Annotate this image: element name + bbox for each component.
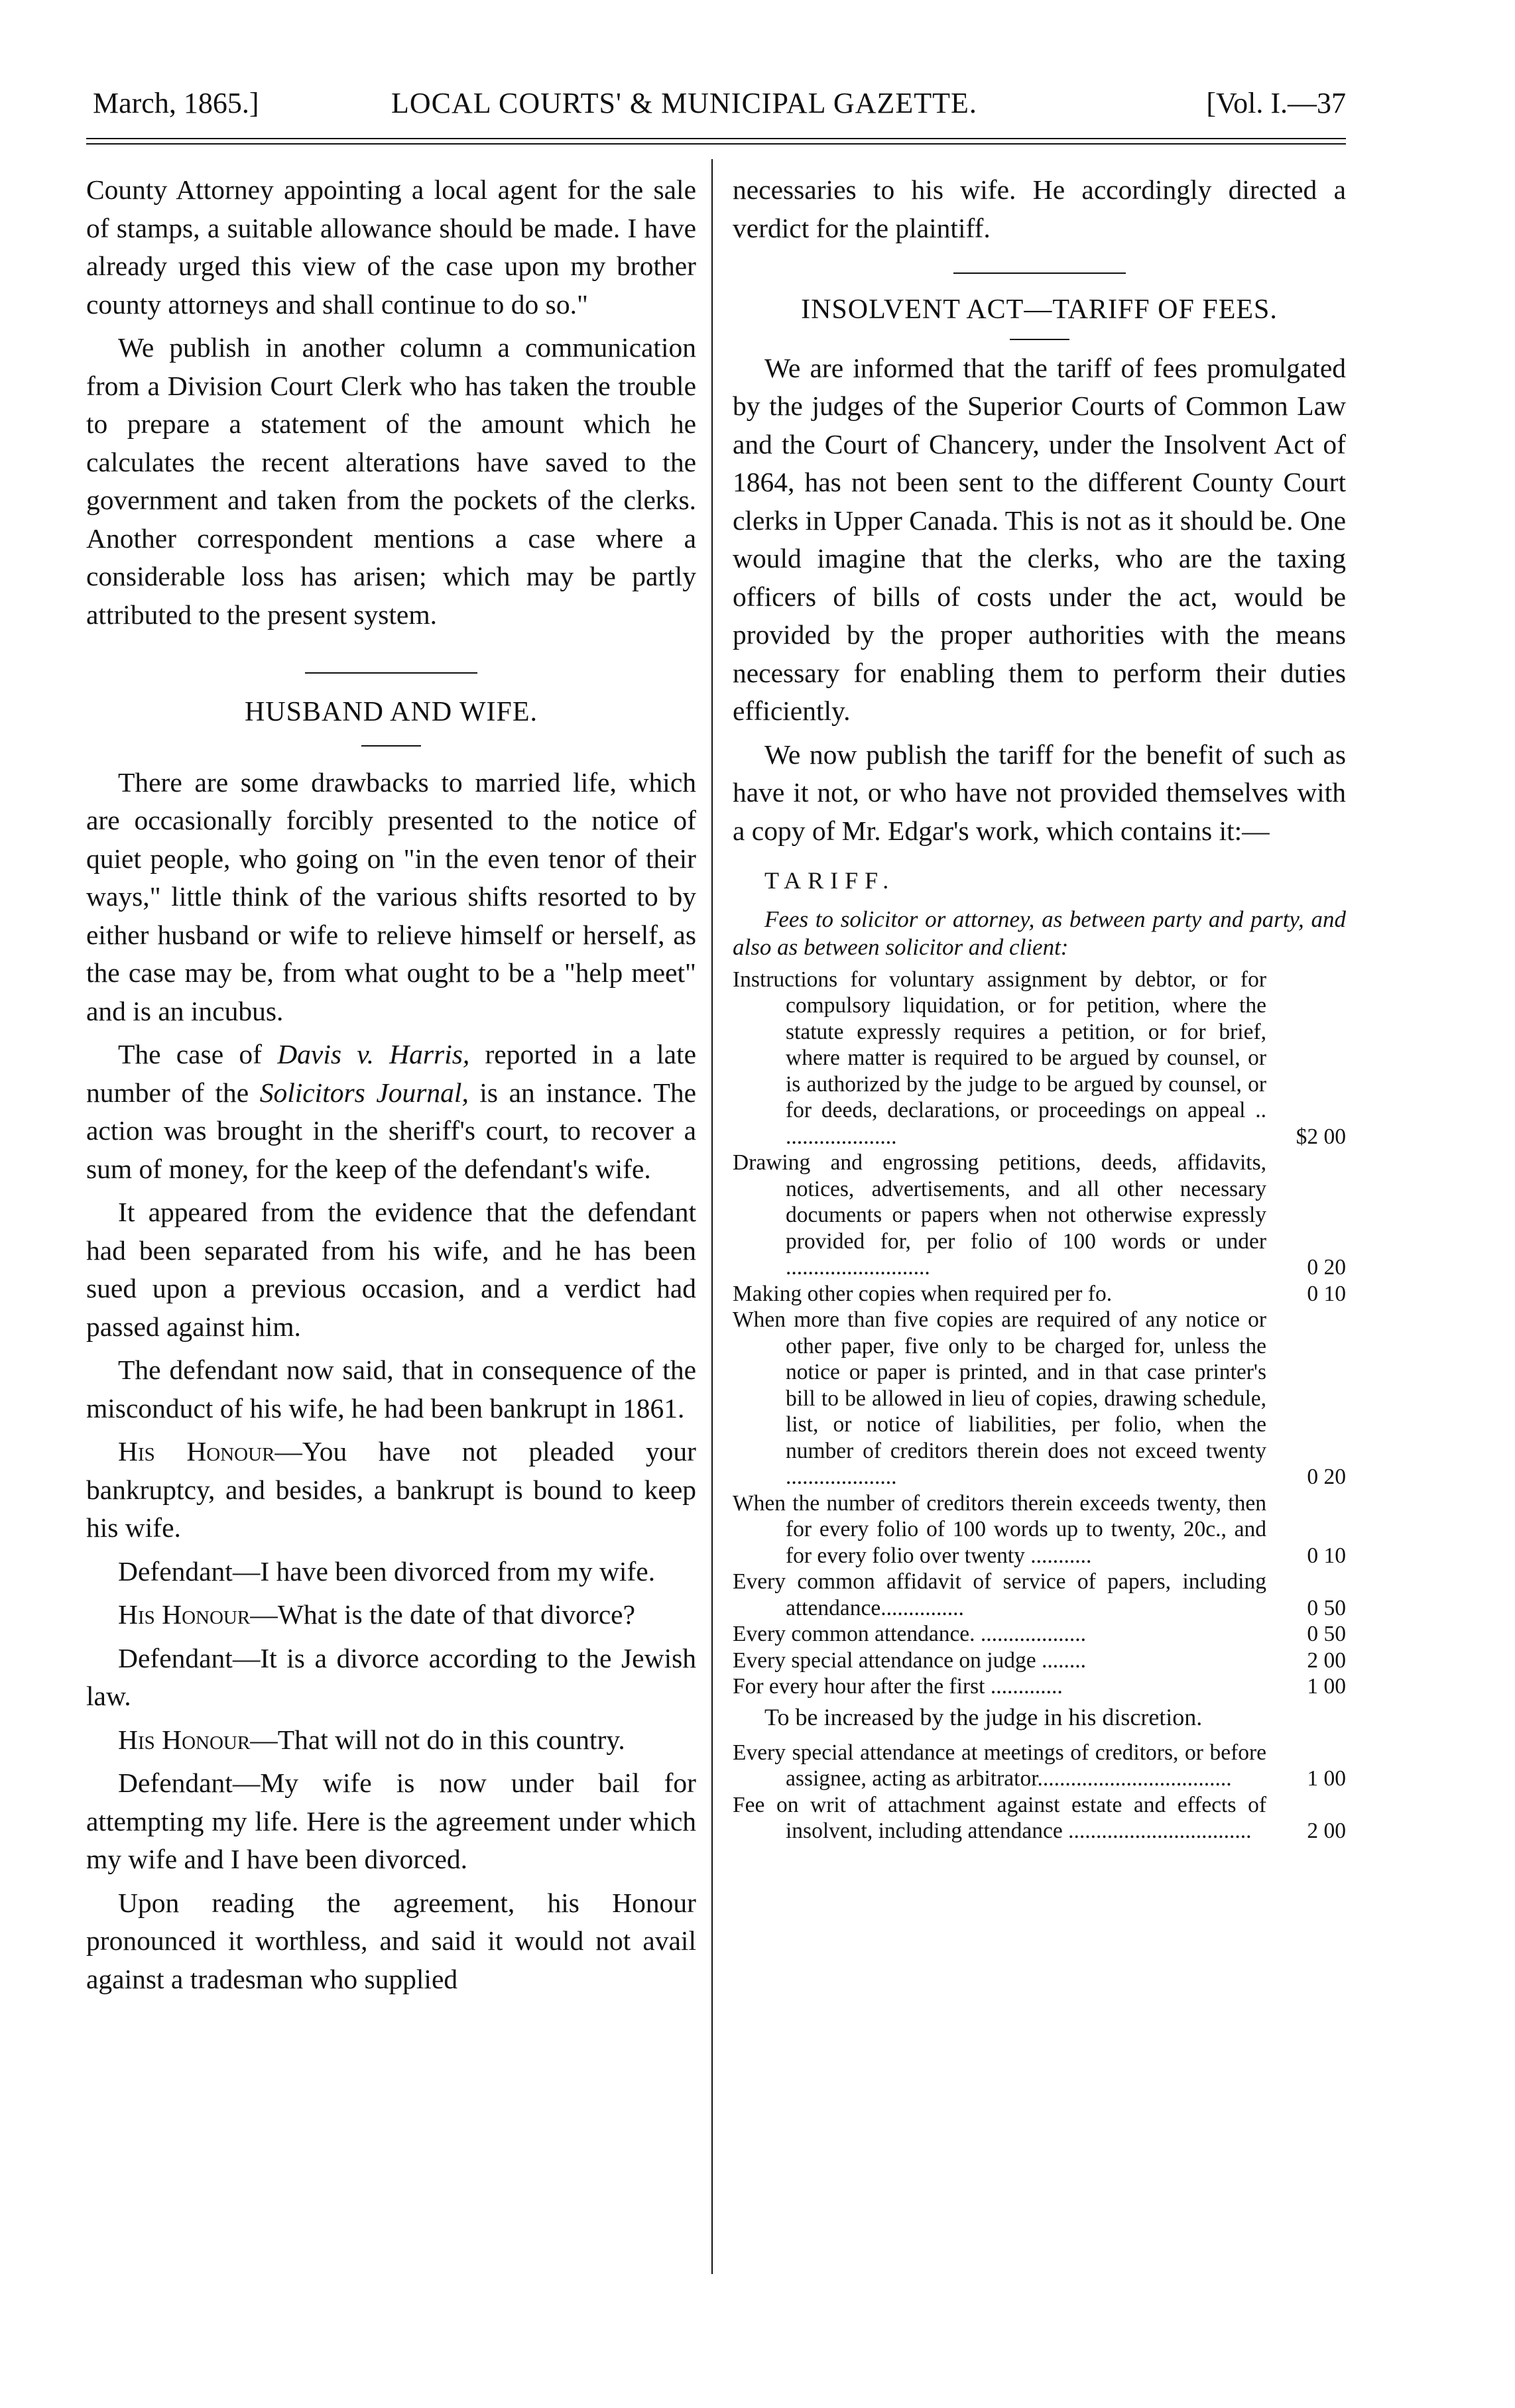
speaker: His Honour bbox=[118, 1599, 251, 1630]
journal-name: Solicitors Journal, bbox=[259, 1077, 469, 1108]
tariff-item: When the number of creditors therein exceeds twenty, then for every folio of 100 words up to twenty, 20c., and for every folio over twenty ........... bbox=[733, 1490, 1266, 1568]
tariff-fee: 0 10 bbox=[1307, 1281, 1346, 1306]
tariff-row bbox=[733, 1150, 1346, 1281]
issue-date: March, 1865.] bbox=[93, 87, 259, 119]
tariff-item: When more than five copies are required of any notice or other paper, five only to be charged for, unless the notice or paper is printed, and in that case printer's bill to be allowed in lieu of copies, drawing schedule, list, or notice of liabilities, per folio, when the number of creditors therein does not exceed twenty .................... bbox=[733, 1307, 1266, 1489]
discretion-note: To be increased by the judge in his discretion. bbox=[764, 1703, 1203, 1730]
tariff-item: Every special attendance on judge ........ bbox=[733, 1648, 1087, 1673]
paragraph: Defendant—It is a divorce according to the Jewish law. bbox=[86, 1642, 696, 1711]
paragraph: There are some drawbacks to married life, which are occasionally forcibly presented to the notice of quiet people, who going on "in the even tenor of their ways," little think of the various shifts resorted to by either husband or wife to relieve himself or herself, as the case may be, from what ought to be a "help meet" and is an incubus. bbox=[86, 766, 696, 1026]
tariff-row bbox=[733, 1307, 1346, 1490]
tariff-item: For every hour after the first ............. bbox=[733, 1674, 1063, 1699]
paragraph: We are informed that the tariff of fees promulgated by the judges of the Superior Courts of Common Law and the Court of Chancery, under the Insolvent Act of 1864, has not been sent to the different County Court clerks in Upper Canada. This is not as it should be. One would imagine that the clerks, who are the taxing officers of bills of costs under the act, would be provided by the proper authorities with the means necessary for enabling them to perform their duties efficiently. bbox=[733, 352, 1346, 726]
column-divider bbox=[711, 159, 713, 2274]
paragraph: It appeared from the evidence that the defendant had been separated from his wife, and he has been sued upon a previous occasion, and a verdict had passed against him. bbox=[86, 1197, 696, 1342]
tariff-intro: Fees to solicitor or attorney, as between party and party, and also as between solicitor and client: bbox=[733, 906, 1346, 960]
right-column bbox=[733, 171, 1346, 1844]
tariff-row bbox=[733, 1648, 1346, 1674]
text: The case of bbox=[118, 1039, 262, 1069]
tariff-item: Every common affidavit of service of papers, including attendance............... bbox=[733, 1569, 1266, 1620]
paragraph: necessaries to his wife. He accordingly directed a verdict for the plaintiff. bbox=[733, 174, 1346, 243]
left-column bbox=[86, 171, 696, 2004]
tariff-row bbox=[733, 1569, 1346, 1621]
paragraph bbox=[86, 1721, 696, 1760]
tariff-row bbox=[733, 967, 1346, 1150]
header-rule-double bbox=[86, 143, 1346, 145]
paragraph: We now publish the tariff for the benefit of such as have it not, or who have not provided themselves with a copy of Mr. Edgar's work, which contains it:— bbox=[733, 739, 1346, 846]
tariff-fee: 2 00 bbox=[1307, 1819, 1346, 1843]
tariff-item: Fee on writ of attachment against estate and effects of insolvent, including attendance ................................. bbox=[733, 1792, 1266, 1843]
tariff-fee: 0 50 bbox=[1307, 1595, 1346, 1620]
speaker: His Honour bbox=[118, 1436, 275, 1467]
paragraph: Upon reading the agreement, his Honour pronounced it worthless, and said it would not avail against a tradesman who supplied bbox=[86, 1887, 696, 1994]
section-heading: HUSBAND AND WIFE. bbox=[244, 697, 538, 727]
tariff-fee: 2 00 bbox=[1307, 1648, 1346, 1673]
tariff-fee: 0 50 bbox=[1307, 1622, 1346, 1646]
tariff-item: Making other copies when required per fo. bbox=[733, 1281, 1113, 1306]
tariff-row bbox=[733, 1673, 1346, 1700]
text: —You have not pleaded your bankruptcy, and besides, a bankrupt is bound to keep his wife. bbox=[86, 1436, 697, 1543]
tariff-row bbox=[733, 1792, 1346, 1844]
paragraph: The defendant now said, that in consequence of the misconduct of his wife, he had been bankrupt in 1861. bbox=[86, 1354, 696, 1423]
speaker: His Honour bbox=[118, 1724, 251, 1755]
publication-title: LOCAL COURTS' & MUNICIPAL GAZETTE. bbox=[391, 87, 977, 119]
tariff-item: Instructions for voluntary assignment by debtor, or for compulsory liquidation, or for petition, where the statute expressly requires a petition, or for brief, where matter is required to be argued by counsel, or is authorized by the judge to be argued by counsel, or for deeds, declarations, or proceedings on appeal .. .................... bbox=[733, 967, 1266, 1149]
paragraph: Defendant—My wife is now under bail for attempting my life. Here is the agreement under which my wife and I have been divorced. bbox=[86, 1768, 696, 1874]
paragraph: County Attorney appointing a local agent for the sale of stamps, a suitable allowance should be made. I have already urged this view of the case upon my brother county attorneys and shall continue to do so." bbox=[86, 174, 696, 320]
tariff-title: TARIFF. bbox=[764, 867, 896, 894]
tariff-item: Every special attendance at meetings of creditors, or before assignee, acting as arbitrator................................... bbox=[733, 1740, 1266, 1791]
text: —What is the date of that divorce? bbox=[250, 1599, 635, 1630]
text: is an instance. The action was brought in the sheriff's court, to recover a sum of money, for the keep of the defendant's wife. bbox=[86, 1077, 697, 1184]
tariff-row bbox=[733, 1490, 1346, 1569]
tariff-fee: 1 00 bbox=[1307, 1674, 1346, 1699]
tariff-fee: 0 20 bbox=[1307, 1465, 1346, 1489]
tariff-fee: 1 00 bbox=[1307, 1766, 1346, 1791]
paragraph bbox=[86, 1433, 696, 1547]
tariff-row bbox=[733, 1740, 1346, 1792]
tariff-list bbox=[733, 1740, 1346, 1844]
tariff-fee: 0 20 bbox=[1307, 1255, 1346, 1280]
tariff-row bbox=[733, 1281, 1346, 1307]
tariff-list bbox=[733, 967, 1346, 1700]
tariff-row bbox=[733, 1621, 1346, 1648]
tariff-item: Every common attendance. ................... bbox=[733, 1622, 1087, 1646]
tariff-fee: 0 10 bbox=[1307, 1543, 1346, 1568]
paragraph bbox=[86, 1596, 696, 1634]
paragraph: We publish in another column a communication from a Division Court Clerk who has taken the trouble to prepare a statement of the amount which he calculates the recent alterations have saved to the government and taken from the pockets of the clerks. Another correspondent mentions a case where a considerable loss has arisen; which may be partly attributed to the present system. bbox=[86, 332, 696, 630]
header-rule bbox=[86, 138, 1346, 139]
section-heading: INSOLVENT ACT—TARIFF OF FEES. bbox=[801, 294, 1278, 325]
tariff-item: Drawing and engrossing petitions, deeds, affidavits, notices, advertisements, and all other necessary documents or papers when not otherwise expressly provided for, per folio of 100 words or under .......................... bbox=[733, 1150, 1266, 1280]
paragraph bbox=[86, 1036, 696, 1188]
running-header bbox=[86, 86, 1346, 139]
paragraph: Defendant—I have been divorced from my wife. bbox=[118, 1555, 656, 1587]
tariff-fee: $2 00 bbox=[1296, 1124, 1346, 1149]
case-name: Davis v. Harris, bbox=[277, 1039, 470, 1069]
text: —That will not do in this country. bbox=[250, 1724, 625, 1755]
text: reported in a late number of the bbox=[86, 1039, 697, 1108]
volume-page: [Vol. I.—37 bbox=[1206, 87, 1346, 119]
